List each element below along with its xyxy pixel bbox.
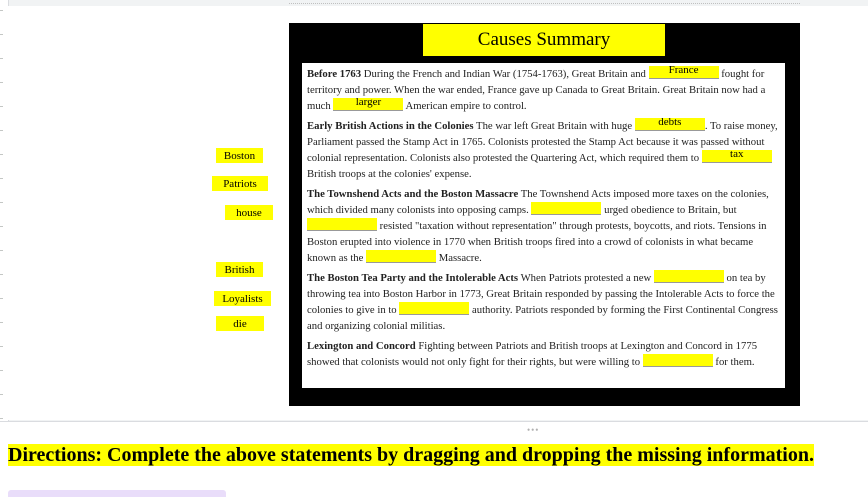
paragraph-heading: The Townshend Acts and the Boston Massacre [307, 188, 519, 200]
paragraph-text: British troops at the colonies' expense. [307, 168, 472, 180]
ruler-tick [0, 154, 3, 155]
answer-blank[interactable] [654, 270, 724, 283]
summary-paragraph [307, 66, 781, 114]
word-tile-loyalists[interactable]: Loyalists [214, 291, 271, 306]
paragraph-heading: Early British Actions in the Colonies [307, 120, 474, 132]
paragraph-text: Fighting between Patriots and British troops at Lexington and Concord in 1775 showed that colonists would not only fight for their rights, but were willing to [307, 340, 758, 368]
ruler-tick [0, 10, 3, 11]
summary-text [307, 66, 781, 370]
top-ruler-guide [289, 0, 800, 4]
paragraph-text: During the French and Indian War (1754-1763), Great Britain and [361, 68, 649, 80]
answer-blank[interactable] [643, 354, 713, 367]
summary-paragraph [307, 186, 781, 266]
word-tile-house[interactable]: house [225, 205, 273, 220]
ruler-tick [0, 322, 3, 323]
summary-paragraph [307, 338, 781, 370]
paragraph-heading: Lexington and Concord [307, 340, 416, 352]
ruler-tick [0, 202, 3, 203]
paragraph-text: The Townshend Acts imposed more taxes on the colonies, which divided many colonists into opposing camps. [307, 188, 769, 216]
answer-blank[interactable] [307, 218, 377, 231]
slide-title[interactable]: Causes Summary [423, 24, 665, 56]
answer-blank[interactable] [649, 66, 719, 79]
ruler-tick [0, 394, 3, 395]
ruler-tick [0, 418, 3, 419]
placed-answer[interactable]: tax [730, 148, 744, 160]
paragraph-text: When Patriots protested a new [518, 272, 654, 284]
ruler-tick [0, 130, 3, 131]
panel-resize-handle[interactable]: ••• [527, 425, 540, 435]
paragraph-text: authority. Patriots responded by forming the First Continental Congress and organizing colonial militias. [307, 304, 778, 332]
paragraph-heading: The Boston Tea Party and the Intolerable Acts [307, 272, 519, 284]
summary-paragraph [307, 270, 781, 334]
ruler-tick [0, 82, 3, 83]
ruler-tick [0, 58, 3, 59]
ruler-tick [0, 370, 3, 371]
paragraph-text: for them. [712, 356, 755, 368]
ruler-tick [0, 178, 3, 179]
ruler-tick [0, 250, 3, 251]
ruler-tick [0, 34, 3, 35]
paragraph-text: urged obedience to Britain, but [601, 204, 737, 216]
paragraph-text: American empire to control. [403, 100, 527, 112]
placed-answer[interactable]: debts [658, 116, 682, 128]
summary-paragraph [307, 118, 781, 182]
paragraph-text: resisted "taxation without representation" through protests, boycotts, and riots. Tensions in Boston erupted into violence in 1770 when British troops fired into a crowd of colonists in what became known as the [307, 220, 767, 264]
answer-blank[interactable] [635, 118, 705, 131]
paragraph-text: Massacre. [436, 252, 482, 264]
ruler-tick [0, 298, 3, 299]
directions-text: Directions: Complete the above statements by dragging and dropping the missing information. [8, 444, 814, 466]
placed-answer[interactable]: larger [355, 96, 382, 108]
answer-blank[interactable] [531, 202, 601, 215]
word-tile-die[interactable]: die [216, 316, 264, 331]
answer-blank[interactable] [333, 98, 403, 111]
paragraph-text: The war left Great Britain with huge [473, 120, 635, 132]
word-tile-british[interactable]: British [216, 262, 263, 277]
paragraph-text: on tea by throwing tea into Boston Harbor in 1773, Great Britain responded by passing the Intolerable Acts to force the colonies to give in to [307, 272, 775, 316]
placed-answer[interactable]: France [668, 64, 699, 76]
word-tile-patriots[interactable]: Patriots [212, 176, 268, 191]
answer-blank[interactable] [399, 302, 469, 315]
notes-selection-bar [8, 490, 226, 497]
ruler-tick [0, 274, 3, 275]
paragraph-text: fought for territory and power. When the war ended, France gave up Canada to Great Britain. Great Britain now had a much [307, 68, 766, 112]
ruler-tick [0, 106, 3, 107]
paragraph-heading: Before 1763 [307, 68, 362, 80]
paragraph-text: . To raise money, Parliament passed the Stamp Act in 1765. Colonists protested the Stamp Act because it was passed without colonial representation. Colonists also protested the Quartering Act, which required them to [307, 120, 778, 164]
answer-blank[interactable] [702, 150, 772, 163]
ruler-tick [0, 346, 3, 347]
answer-blank[interactable] [366, 250, 436, 263]
word-tile-boston[interactable]: Boston [216, 148, 263, 163]
ruler-tick [0, 226, 3, 227]
speaker-notes[interactable] [8, 443, 848, 467]
